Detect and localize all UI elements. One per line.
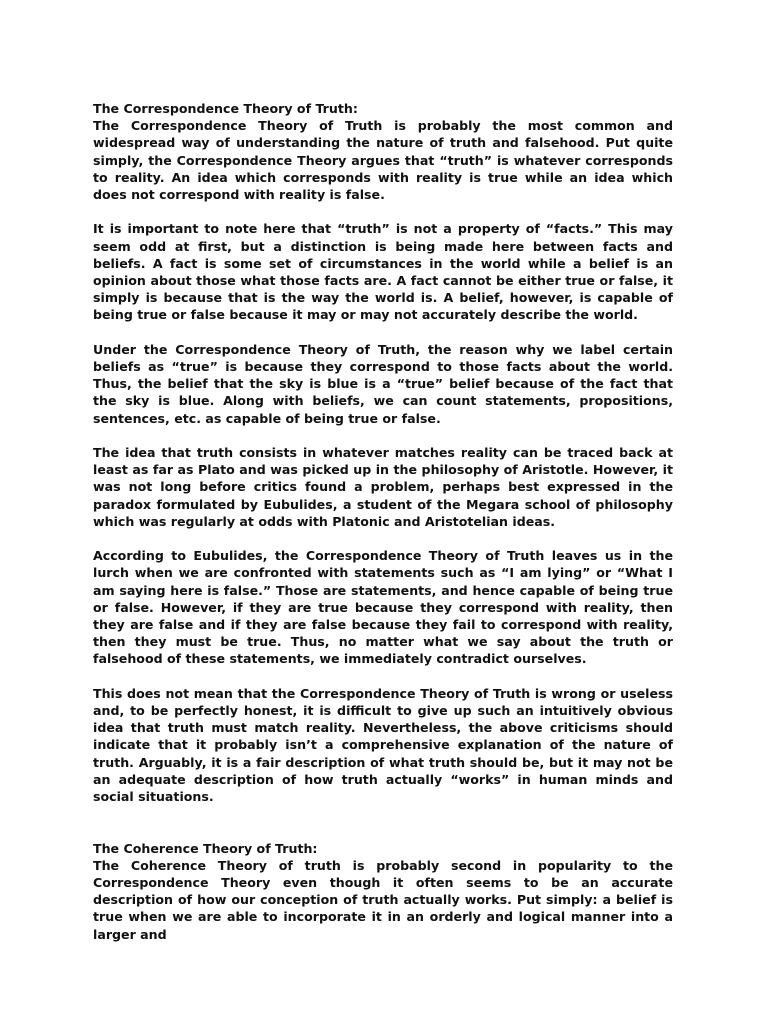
paragraph-eubulides-paradox: According to Eubulides, the Correspondence Theory of Truth leaves us in the lurch when we are confronted with statements such as “I am lying” or “What I am saying here is false.” Those are statements, and hence capable of being true or false. However, if they are true because they correspond with reality, then they are false and if they are false because they fail to correspond with reality, then they must be true. Thus, no matter what we say about the truth or falsehood of these statements, we immediately contradict ourselves. — [93, 548, 673, 667]
paragraph-plato-aristotle: The idea that truth consists in whatever matches reality can be traced back at least as far as Plato and was picked up in the philosophy of Aristotle. However, it was not long before critics found a problem, perhaps best expressed in the paradox formulated by Eubulides, a student of the Megara school of philosophy which was regularly at odds with Platonic and Aristotelian ideas. — [93, 445, 673, 529]
section-heading-coherence: The Coherence Theory of Truth: — [93, 840, 318, 856]
paragraph-coherence-intro: The Coherence Theory of truth is probably second in popularity to the Correspondence Theory even though it often seems to be an accurate description of how our conception of truth actually works. Put simply: a belief is true when we are able to incorporate it in an orderly and logical manner into a larger and — [93, 857, 673, 942]
paragraph-label-beliefs-true: Under the Correspondence Theory of Truth, the reason why we label certain beliefs as “true” is because they correspond to those facts about the world. Thus, the belief that the sky is blue is a “true” belief because of the fact that the sky is blue. Along with beliefs, we can count statements, propositions, sentences, etc. as capable of being true or false. — [93, 341, 673, 426]
paragraph-correspondence-intro: The Correspondence Theory of Truth is probably the most common and widespread way of understanding the nature of truth and falsehood. Put quite simply, the Correspondence Theory argues that “truth” is whatever corresponds to reality. An idea which corresponds with reality is true while an idea which does not correspond with reality is false. — [93, 118, 673, 203]
paragraph-truth-not-property-of-facts: It is important to note here that “truth” is not a property of “facts.” This may seem odd at first, but a distinction is being made here between facts and beliefs. A fact is some set of circumstances in the world while a belief is an opinion about those what those facts are. A fact cannot be either true or false, it simply is because that is the way the world is. A belief, however, is capable of being true or false because it may or may not accurately describe the world. — [93, 221, 673, 323]
paragraph-correspondence-conclusion: This does not mean that the Correspondence Theory of Truth is wrong or useless and, to be perfectly honest, it is difficult to give up such an intuitively obvious idea that truth must match reality. Nevertheless, the above criticisms should indicate that it probably isn’t a comprehensive explanation of the nature of truth. Arguably, it is a fair description of what truth should be, but it may not be an adequate description of how truth actually “works” in human minds and social situations. — [93, 685, 673, 805]
section-heading-correspondence: The Correspondence Theory of Truth: — [93, 101, 358, 116]
document-body — [93, 100, 673, 943]
